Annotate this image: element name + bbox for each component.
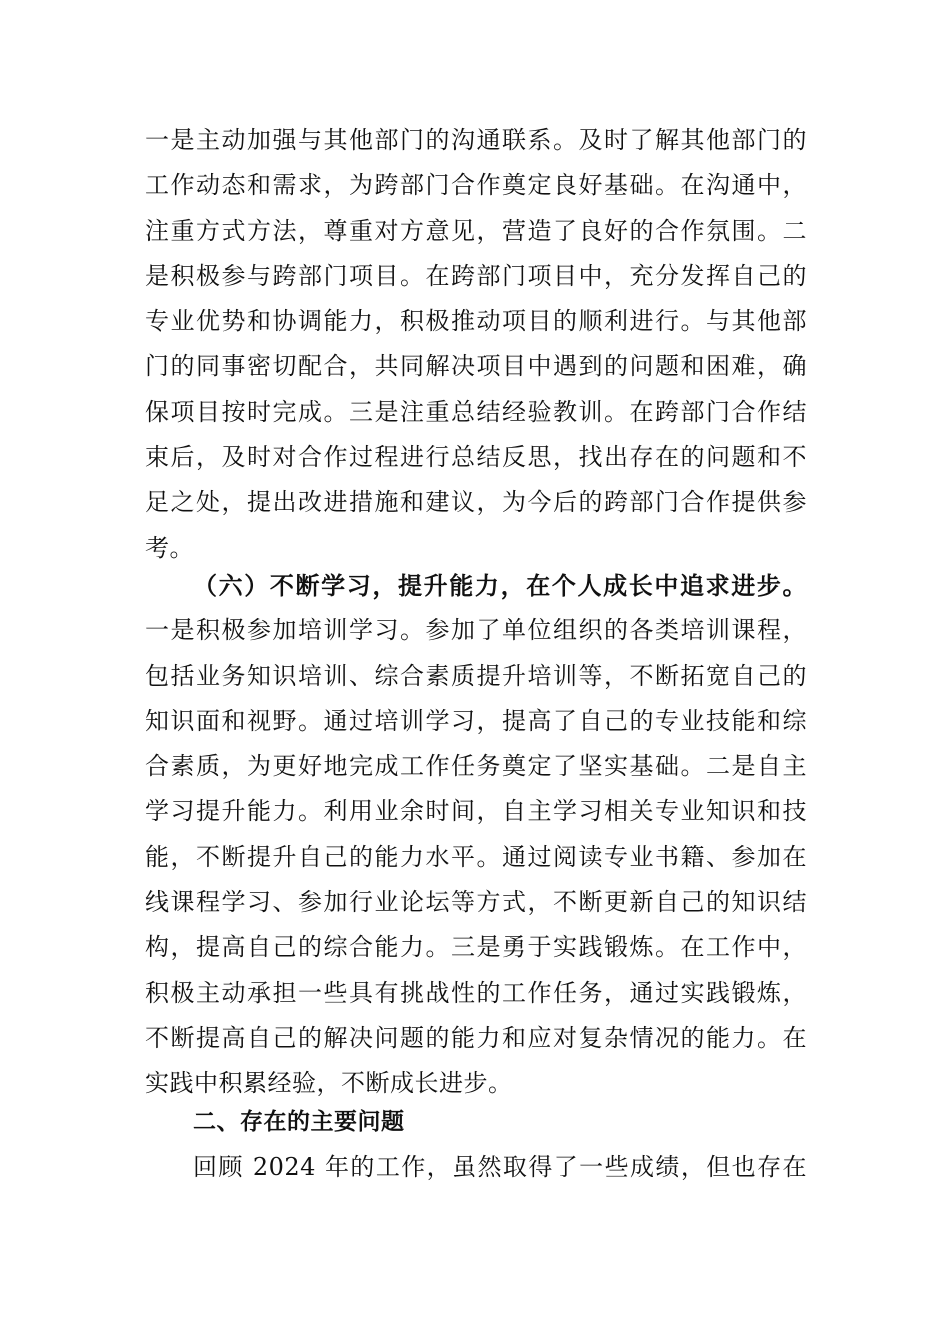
text-line: 门的同事密切配合，共同解决项目中遇到的问题和困难，确 [145, 352, 807, 381]
subsection-heading: （六）不断学习，提升能力，在个人成长中追求进步。 [193, 571, 807, 600]
text-line: 积极主动承担一些具有挑战性的工作任务，通过实践锻炼， [145, 978, 807, 1007]
text-line: 包括业务知识培训、综合素质提升培训等，不断拓宽自己的 [145, 661, 807, 690]
paragraph-cross-department [145, 118, 807, 571]
text-line: 束后，及时对合作过程进行总结反思，找出存在的问题和不 [145, 443, 807, 472]
text-line: 实践中积累经验，不断成长进步。 [145, 1069, 513, 1098]
text-line: 工作动态和需求，为跨部门合作奠定良好基础。在沟通中， [145, 171, 807, 200]
text-line: 学习提升能力。利用业余时间，自主学习相关专业知识和技 [145, 797, 807, 826]
text-line: 不断提高自己的解决问题的能力和应对复杂情况的能力。在 [145, 1023, 807, 1052]
text-line: 合素质，为更好地完成工作任务奠定了坚实基础。二是自主 [145, 752, 807, 781]
text-line: 回顾 2024 年的工作，虽然取得了一些成绩，但也存在 [193, 1153, 807, 1181]
paragraph-learning [145, 563, 807, 1107]
text-line: 知识面和视野。通过培训学习，提高了自己的专业技能和综 [145, 706, 807, 735]
text-line: 注重方式方法，尊重对方意见，营造了良好的合作氛围。二 [145, 216, 807, 245]
section-heading-block [145, 1100, 807, 1145]
text-line: 是积极参与跨部门项目。在跨部门项目中，充分发挥自己的 [145, 261, 807, 290]
text-line: 保项目按时完成。三是注重总结经验教训。在跨部门合作结 [145, 397, 807, 426]
paragraph-review [145, 1145, 807, 1190]
text-line: 一是积极参加培训学习。参加了单位组织的各类培训课程， [145, 616, 807, 645]
text-line: 线课程学习、参加行业论坛等方式，不断更新自己的知识结 [145, 888, 807, 917]
text-line: 专业优势和协调能力，积极推动项目的顺利进行。与其他部 [145, 307, 807, 336]
text-line: 一是主动加强与其他部门的沟通联系。及时了解其他部门的 [145, 126, 807, 154]
text-line: 足之处，提出改进措施和建议，为今后的跨部门合作提供参 [145, 488, 807, 517]
text-line: 考。 [145, 533, 194, 562]
text-line: 能，不断提升自己的能力水平。通过阅读专业书籍、参加在 [145, 842, 807, 871]
text-line: 构，提高自己的综合能力。三是勇于实践锻炼。在工作中， [145, 933, 807, 962]
section-heading: 二、存在的主要问题 [193, 1109, 405, 1135]
